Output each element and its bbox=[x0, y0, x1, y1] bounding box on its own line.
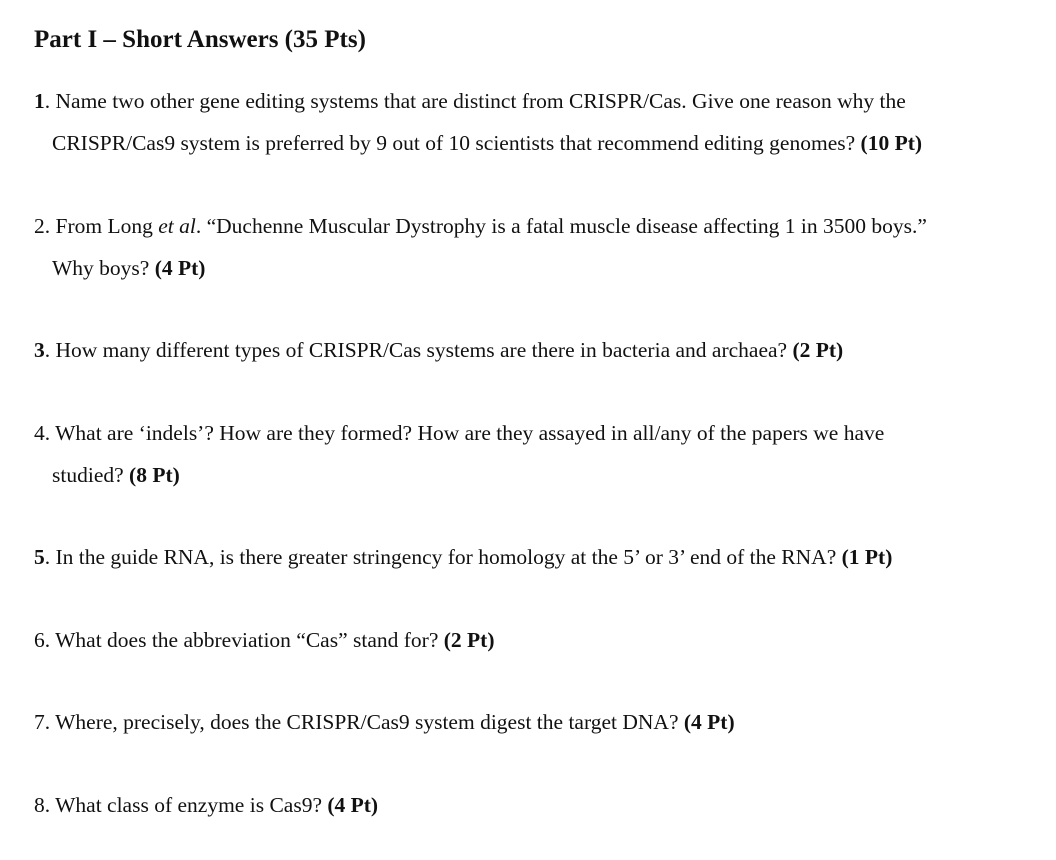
question-8-line-1 bbox=[34, 784, 1044, 826]
question-8-number: 8 bbox=[34, 793, 45, 817]
question-6-text: . What does the abbreviation “Cas” stand for? bbox=[44, 628, 444, 652]
question-7 bbox=[34, 701, 1044, 743]
question-7-points: (4 Pt) bbox=[683, 710, 735, 734]
question-4-line-1 bbox=[34, 412, 1044, 454]
question-8-points: (4 Pt) bbox=[327, 793, 379, 817]
question-1-number: 1 bbox=[34, 89, 45, 113]
question-6-points: (2 Pt) bbox=[443, 628, 495, 652]
question-5-number: 5 bbox=[34, 545, 45, 569]
question-2 bbox=[34, 205, 1044, 289]
question-7-number: 7 bbox=[34, 710, 45, 734]
question-2-line-2 bbox=[34, 247, 1044, 289]
question-3-text: . How many different types of CRISPR/Cas systems are there in bacteria and archaea? bbox=[44, 338, 793, 362]
question-6-number: 6 bbox=[34, 628, 45, 652]
question-8-text: . What class of enzyme is Cas9? bbox=[44, 793, 328, 817]
question-4-text-1: . What are ‘indels’? How are they formed? How are they assayed in all/any of the papers we have bbox=[44, 421, 885, 445]
question-4-number: 4 bbox=[34, 421, 45, 445]
question-1-text-2: CRISPR/Cas9 system is preferred by 9 out of 10 scientists that recommend editing genomes? bbox=[52, 131, 861, 155]
question-5-text: . In the guide RNA, is there greater stringency for homology at the 5’ or 3’ end of the RNA? bbox=[44, 545, 842, 569]
question-3-points: (2 Pt) bbox=[792, 338, 844, 362]
question-5-points: (1 Pt) bbox=[841, 545, 893, 569]
question-8 bbox=[34, 784, 1044, 826]
question-1-points: (10 Pt) bbox=[860, 131, 923, 155]
question-5-line-1 bbox=[34, 536, 1044, 578]
question-2-text-1a: . From Long bbox=[44, 214, 159, 238]
question-1 bbox=[34, 80, 1044, 164]
question-1-text-1: . Name two other gene editing systems that are distinct from CRISPR/Cas. Give one reason why the bbox=[44, 89, 906, 113]
question-3 bbox=[34, 329, 1044, 371]
question-6-line-1 bbox=[34, 619, 1044, 661]
question-2-number: 2 bbox=[34, 214, 45, 238]
question-6 bbox=[34, 619, 1044, 661]
question-4-line-2 bbox=[34, 454, 1044, 496]
question-1-line-2 bbox=[34, 122, 1044, 164]
question-2-points: (4 Pt) bbox=[154, 256, 206, 280]
question-3-line-1 bbox=[34, 329, 1044, 371]
section-title: Part I – Short Answers (35 Pts) bbox=[34, 26, 366, 53]
question-1-line-1 bbox=[34, 80, 1044, 122]
question-2-text-italic: et al bbox=[158, 214, 196, 238]
question-3-number: 3 bbox=[34, 338, 45, 362]
question-7-line-1 bbox=[34, 701, 1044, 743]
question-5 bbox=[34, 536, 1044, 578]
question-4-points: (8 Pt) bbox=[129, 463, 180, 487]
question-2-line-1 bbox=[34, 205, 1044, 247]
question-4-text-2: studied? bbox=[52, 463, 130, 487]
question-2-text-1b: . “Duchenne Muscular Dystrophy is a fatal muscle disease affecting 1 in 3500 boys.” bbox=[195, 214, 927, 238]
question-4 bbox=[34, 412, 1044, 496]
question-7-text: . Where, precisely, does the CRISPR/Cas9 system digest the target DNA? bbox=[44, 710, 684, 734]
question-2-text-2: Why boys? bbox=[52, 256, 155, 280]
